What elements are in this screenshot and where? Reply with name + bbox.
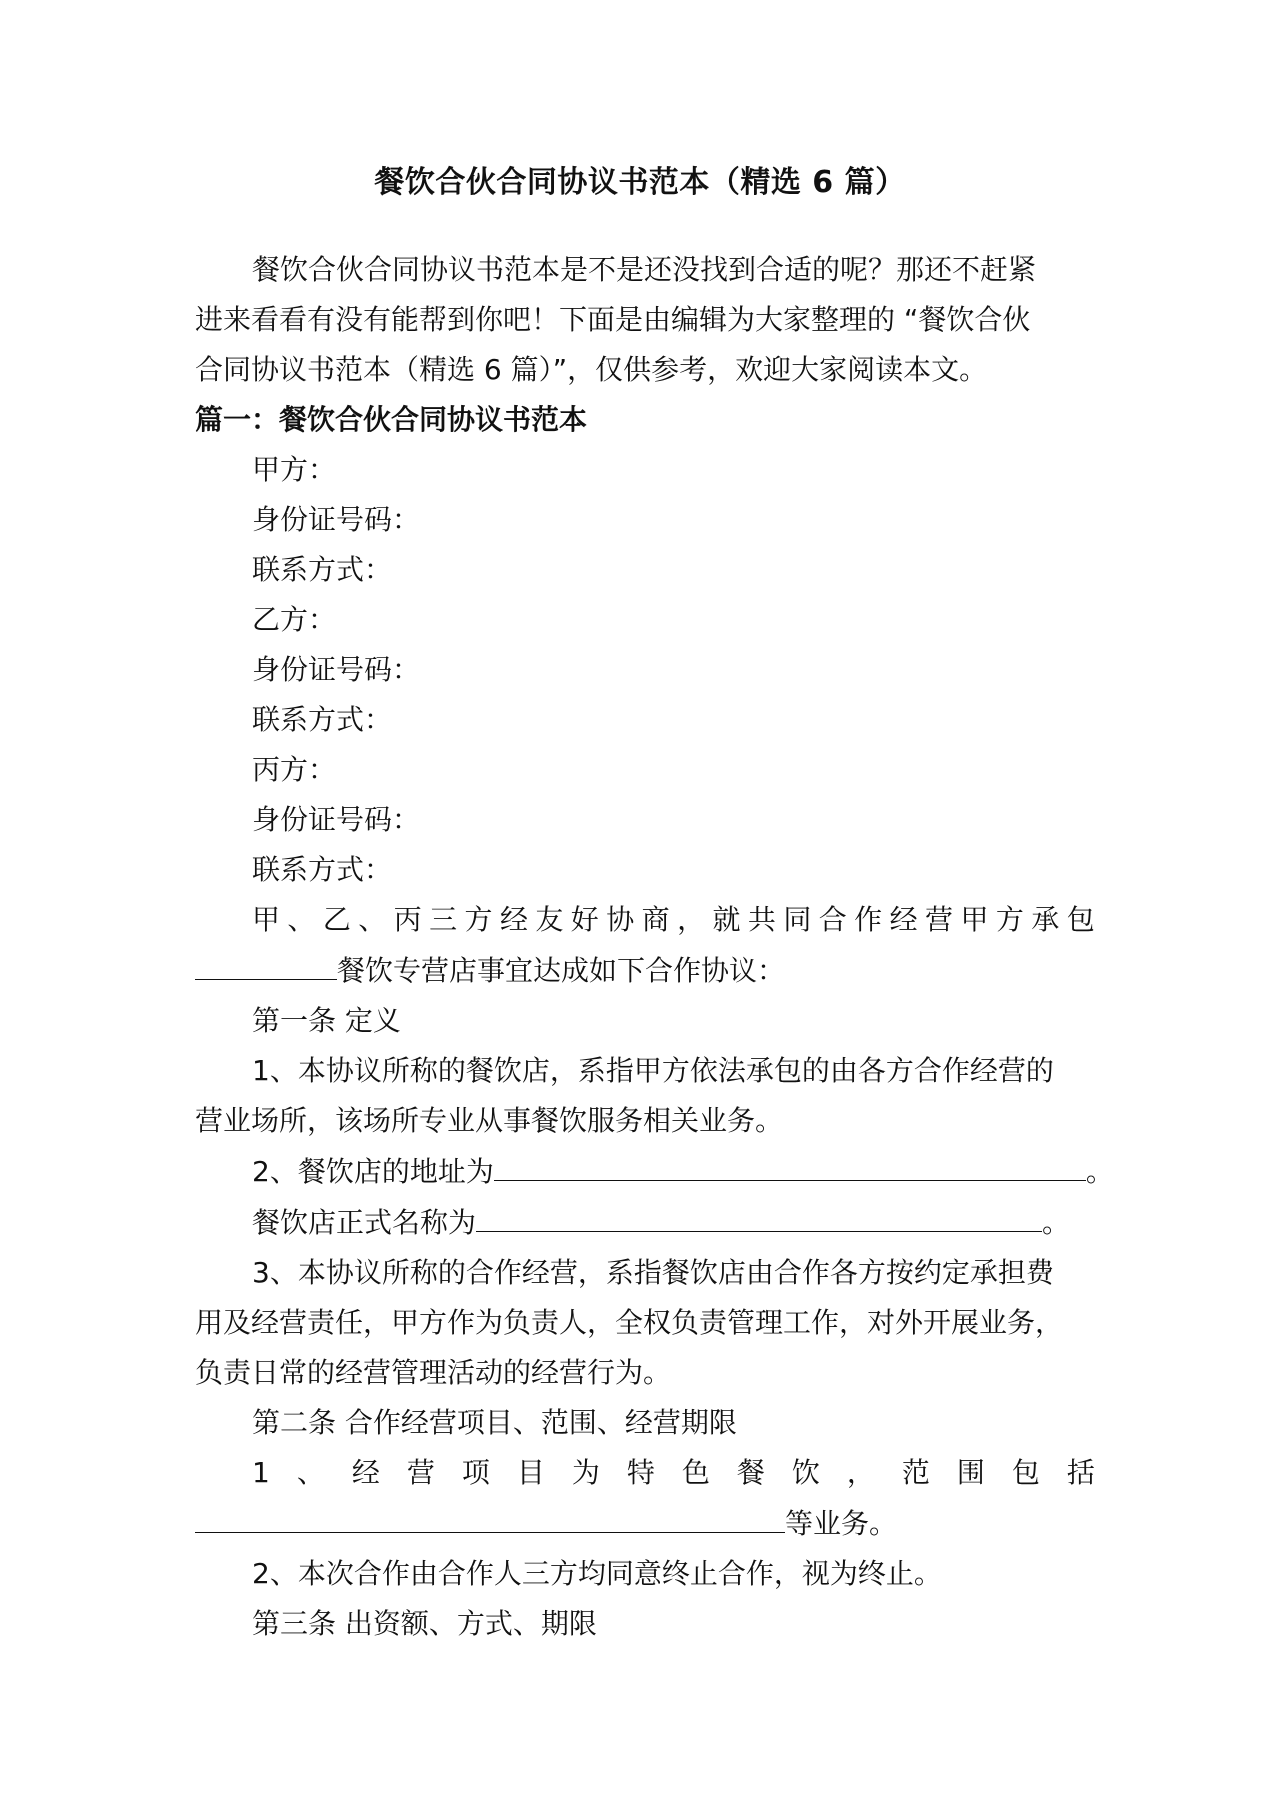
party-b-contact-label: 联系方式：: [252, 703, 393, 736]
contract-blank: [195, 945, 337, 980]
agreement-line-1-char-5: 三: [429, 903, 458, 936]
scope-line-1-char-15: 括: [1066, 1456, 1095, 1489]
article-1-item-3-line-1: 3、本协议所称的合作经营，系指餐饮店由合作各方按约定承担费: [252, 1256, 1054, 1289]
scope-line-1-char-5: 目: [516, 1456, 545, 1489]
scope-line-1-char-0: 1: [252, 1456, 270, 1489]
article-1-item-3-line-3: 负责日常的经营管理活动的经营行为。: [195, 1356, 672, 1389]
agreement-line-1-char-21: 方: [995, 903, 1024, 936]
scope-line-1-char-13: 围: [956, 1456, 985, 1489]
article-1-item-1-line-1: 1、本协议所称的餐饮店，系指甲方依法承包的由各方合作经营的: [252, 1054, 1054, 1087]
agreement-line-1-char-6: 方: [464, 903, 493, 936]
agreement-line-2-text: 餐饮专营店事宜达成如下合作协议：: [337, 954, 786, 987]
scope-line-1-char-1: 、: [296, 1456, 325, 1489]
party-c-id-label: 身份证号码：: [252, 803, 421, 836]
intro-line-1: 餐饮合伙合同协议书范本是不是还没找到合适的呢？那还不赶紧: [252, 253, 1037, 286]
agreement-line-1-char-20: 甲: [960, 903, 989, 936]
party-c-label: 丙方：: [252, 753, 337, 786]
agreement-line-1-char-1: 、: [287, 903, 316, 936]
document-title: 餐饮合伙合同协议书范本（精选 6 篇）: [374, 165, 906, 200]
party-c-contact-label: 联系方式：: [252, 853, 393, 886]
scope-line-1-char-4: 项: [461, 1456, 490, 1489]
scope-line-1-char-12: 范: [901, 1456, 930, 1489]
agreement-line-1-char-10: 协: [606, 903, 635, 936]
agreement-line-1-char-15: 同: [783, 903, 812, 936]
agreement-line-2: [195, 945, 1095, 996]
agreement-line-1-char-22: 承: [1031, 903, 1060, 936]
agreement-line-1-char-19: 营: [925, 903, 954, 936]
agreement-line-1-char-18: 经: [889, 903, 918, 936]
agreement-line-1-char-13: 就: [712, 903, 741, 936]
article-2-title: 第二条 合作经营项目、范围、经营期限: [252, 1406, 737, 1439]
scope-line-1-char-6: 为: [571, 1456, 600, 1489]
agreement-line-1-char-9: 好: [570, 903, 599, 936]
scope-line-1-char-7: 特: [626, 1456, 655, 1489]
agreement-line-1-char-3: 、: [358, 903, 387, 936]
agreement-line-1-char-8: 友: [535, 903, 564, 936]
scope-blank: [195, 1498, 785, 1533]
intro-line-2: 进来看看有没有能帮到你吧！下面是由编辑为大家整理的 “餐饮合伙: [195, 303, 1031, 336]
article-3-title: 第三条 出资额、方式、期限: [252, 1607, 597, 1640]
agreement-line-1-char-23: 包: [1066, 903, 1095, 936]
scope-line-1-char-9: 餐: [736, 1456, 765, 1489]
article-2-item-1-line-2: [195, 1498, 1095, 1549]
store-name-period: 。: [1042, 1206, 1071, 1239]
agreement-line-1-char-12: ，: [677, 903, 706, 936]
store-name-label: 餐饮店正式名称为: [252, 1206, 477, 1239]
party-a-contact-label: 联系方式：: [252, 553, 393, 586]
agreement-line-1-char-16: 合: [818, 903, 847, 936]
scope-line-1-char-10: 饮: [791, 1456, 820, 1489]
section-heading: 篇一：餐饮合伙合同协议书范本: [195, 403, 588, 436]
article-1-item-1-line-2: 营业场所，该场所专业从事餐饮服务相关业务。: [195, 1104, 784, 1137]
agreement-line-1-char-11: 商: [641, 903, 670, 936]
party-a-label: 甲方：: [252, 453, 337, 486]
article-2-item-2: 2、本次合作由合作人三方均同意终止合作，视为终止。: [252, 1557, 942, 1590]
intro-line-3: 合同协议书范本（精选 6 篇）”，仅供参考，欢迎大家阅读本文。: [195, 353, 988, 386]
address-blank: [494, 1146, 1086, 1181]
party-a-id-label: 身份证号码：: [252, 503, 421, 536]
article-1-item-3-line-2: 用及经营责任，甲方作为负责人，全权负责管理工作，对外开展业务，: [195, 1306, 1064, 1339]
scope-line-1-char-2: 经: [351, 1456, 380, 1489]
scope-line-1-char-14: 包: [1011, 1456, 1040, 1489]
agreement-line-1-char-14: 共: [747, 903, 776, 936]
scope-line-1-char-3: 营: [406, 1456, 435, 1489]
store-name-line: [195, 1197, 1095, 1248]
article-1-title: 第一条 定义: [252, 1004, 401, 1037]
scope-suffix: 等业务。: [785, 1507, 898, 1540]
party-b-id-label: 身份证号码：: [252, 653, 421, 686]
agreement-line-1-char-7: 经: [499, 903, 528, 936]
agreement-line-1: [195, 895, 1095, 945]
store-name-blank: [476, 1197, 1042, 1232]
agreement-line-1-char-17: 作: [854, 903, 883, 936]
article-1-item-2: [195, 1146, 1114, 1197]
scope-line-1-char-11: ，: [846, 1456, 875, 1489]
article-2-item-1-line-1: [195, 1448, 1095, 1498]
address-label: 2、餐饮店的地址为: [252, 1155, 494, 1188]
address-period: 。: [1085, 1155, 1114, 1188]
party-b-label: 乙方：: [252, 603, 337, 636]
agreement-line-1-char-2: 乙: [322, 903, 351, 936]
scope-line-1-char-8: 色: [681, 1456, 710, 1489]
document-body: [195, 245, 1114, 1649]
agreement-line-1-char-4: 丙: [393, 903, 422, 936]
agreement-line-1-char-0: 甲: [252, 903, 281, 936]
